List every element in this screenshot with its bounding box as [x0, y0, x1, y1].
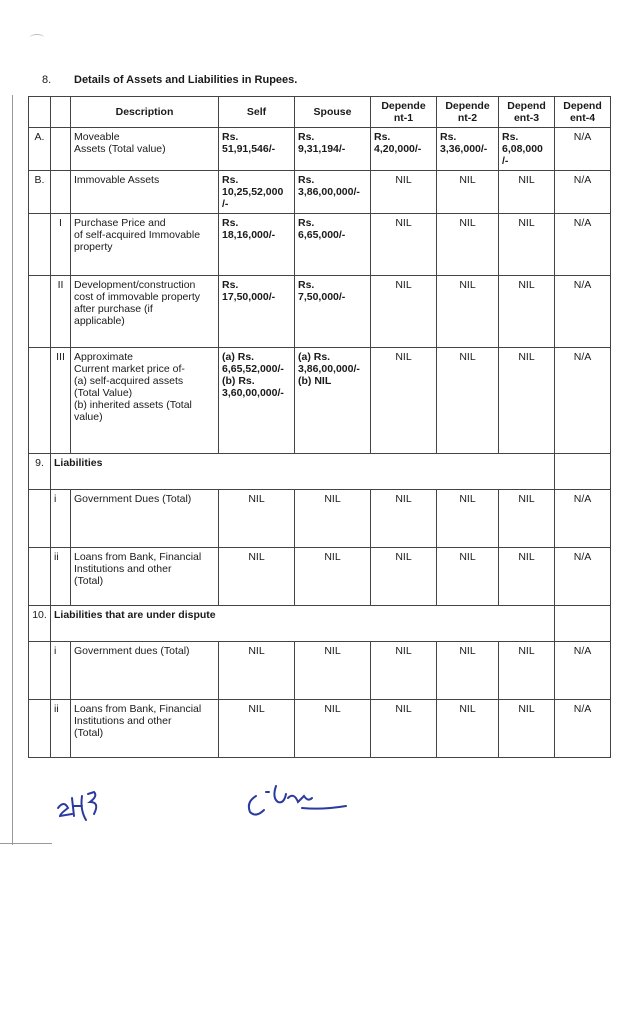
value-spouse: [295, 276, 371, 348]
row-description: [71, 490, 219, 548]
row-description: [71, 348, 219, 454]
row-sub-number: [51, 128, 71, 171]
value-d2: [437, 348, 499, 454]
row-description-line: of self-acquired Immovable: [74, 229, 201, 241]
value-d4-line: N/A: [573, 217, 592, 229]
value-d3: [499, 348, 555, 454]
row-number: [29, 490, 51, 548]
handwritten-date-signature: [52, 782, 124, 830]
section-number: 10.: [29, 606, 51, 642]
value-d1-line: Rs.: [374, 131, 391, 143]
liability-value: N/A: [555, 490, 611, 548]
page-left-edge-line: [12, 95, 13, 845]
liability-value: NIL: [437, 700, 499, 758]
section-number: 8.: [42, 74, 52, 86]
row-description: [71, 214, 219, 276]
section-title: Liabilities that are under dispute: [51, 606, 555, 642]
row-description-line: Government Dues (Total): [74, 493, 192, 505]
row-description-line: Government dues (Total): [74, 645, 190, 657]
liability-row: [29, 490, 611, 548]
value-d3-line: NIL: [518, 217, 535, 229]
value-d3-line: 6,08,000: [502, 143, 543, 155]
value-spouse-line: Rs.: [298, 131, 315, 143]
value-d3: [499, 171, 555, 214]
value-d2-line: Rs.: [440, 131, 457, 143]
row-description-line: value): [74, 411, 103, 423]
row-sub-number: i: [51, 490, 71, 548]
handwritten-signature: [242, 778, 350, 822]
value-self: [219, 276, 295, 348]
row-description-line: Loans from Bank, Financial: [74, 703, 202, 715]
row-description-line: Purchase Price and: [74, 217, 166, 229]
liability-value: NIL: [499, 642, 555, 700]
liability-value: NIL: [295, 490, 371, 548]
liability-value: NIL: [295, 700, 371, 758]
row-description: [71, 171, 219, 214]
row-description-line: Immovable Assets: [74, 174, 160, 186]
asset-row: [29, 128, 611, 171]
liability-value: NIL: [219, 548, 295, 606]
liability-row: [29, 642, 611, 700]
liability-value: NIL: [371, 642, 437, 700]
value-self-line: 17,50,000/-: [222, 291, 276, 303]
value-d1: [371, 348, 437, 454]
value-spouse-line: 9,31,194/-: [298, 143, 346, 155]
value-d3-line: Rs.: [502, 131, 519, 143]
row-description-line: (Total): [74, 727, 104, 739]
row-number: A.: [29, 128, 51, 171]
value-d2: [437, 214, 499, 276]
column-header: Depend ent-4: [555, 97, 611, 128]
value-d1: [371, 276, 437, 348]
section-title: Liabilities: [51, 454, 555, 490]
value-d2-line: NIL: [459, 174, 476, 186]
row-sub-number: I: [51, 214, 71, 276]
liability-value: NIL: [219, 642, 295, 700]
column-header: Depend ent-3: [499, 97, 555, 128]
liability-value: NIL: [499, 490, 555, 548]
value-self-line: 6,65,52,000/-: [222, 363, 284, 375]
section-row: [29, 606, 611, 642]
sub-header: [51, 97, 71, 128]
value-d4-line: N/A: [573, 279, 592, 291]
section-row: [29, 454, 611, 490]
liability-value: NIL: [437, 548, 499, 606]
value-self-line: Rs.: [222, 174, 239, 186]
value-self-line: Rs.: [222, 217, 239, 229]
liability-value: NIL: [371, 548, 437, 606]
row-number: B.: [29, 171, 51, 214]
value-d4: [555, 276, 611, 348]
value-spouse-line: 7,50,000/-: [298, 291, 346, 303]
value-d4-line: N/A: [573, 131, 592, 143]
liability-value: NIL: [371, 700, 437, 758]
value-d4: [555, 348, 611, 454]
value-self-line: Rs.: [222, 131, 239, 143]
value-spouse-line: 6,65,000/-: [298, 229, 346, 241]
row-description-line: Development/construction: [74, 279, 196, 291]
row-sub-number: i: [51, 642, 71, 700]
liability-value: NIL: [219, 700, 295, 758]
value-spouse-line: (b) NIL: [298, 375, 332, 387]
row-description: [71, 128, 219, 171]
section-number: 9.: [29, 454, 51, 490]
row-sub-number: II: [51, 276, 71, 348]
value-d2: [437, 171, 499, 214]
row-description: [71, 548, 219, 606]
value-d1-line: 4,20,000/-: [374, 143, 422, 155]
row-description: [71, 700, 219, 758]
row-description-line: after purchase (if: [74, 303, 153, 315]
value-spouse-line: Rs.: [298, 174, 315, 186]
liability-value: NIL: [295, 642, 371, 700]
value-self: [219, 171, 295, 214]
liability-value: N/A: [555, 642, 611, 700]
row-number: [29, 700, 51, 758]
value-d2: [437, 128, 499, 171]
column-header: Spouse: [295, 97, 371, 128]
row-description-line: Assets (Total value): [74, 143, 166, 155]
value-d3: [499, 214, 555, 276]
row-number: [29, 348, 51, 454]
row-description-line: Institutions and other: [74, 563, 172, 575]
empty-cell: [555, 454, 611, 490]
value-d2: [437, 276, 499, 348]
row-description-line: cost of immovable property: [74, 291, 201, 303]
row-number: [29, 548, 51, 606]
column-header: Depende nt-2: [437, 97, 499, 128]
asset-row: [29, 348, 611, 454]
row-description-line: (a) self-acquired assets: [74, 375, 184, 387]
liability-row: [29, 700, 611, 758]
value-spouse: [295, 171, 371, 214]
row-description-line: applicable): [74, 315, 125, 327]
value-spouse-line: 3,86,00,000/-: [298, 363, 360, 375]
bottom-edge-line: [0, 843, 52, 844]
table-body: [29, 97, 611, 758]
row-description-line: Approximate: [74, 351, 133, 363]
row-description-line: property: [74, 241, 113, 253]
row-description-line: (b) inherited assets (Total: [74, 399, 192, 411]
value-self-line: 51,91,546/-: [222, 143, 276, 155]
value-d4-line: N/A: [573, 174, 592, 186]
row-sub-number: [51, 171, 71, 214]
value-d4: [555, 128, 611, 171]
column-header: Depende nt-1: [371, 97, 437, 128]
liability-value: NIL: [437, 642, 499, 700]
column-header: Self: [219, 97, 295, 128]
row-description-line: Loans from Bank, Financial: [74, 551, 202, 563]
value-d3: [499, 128, 555, 171]
value-spouse: [295, 348, 371, 454]
value-d3-line: NIL: [518, 279, 535, 291]
value-self-line: (b) Rs.: [222, 375, 255, 387]
value-d3-line: /-: [502, 155, 509, 167]
value-d1-line: NIL: [395, 279, 412, 291]
value-d2-line: NIL: [459, 351, 476, 363]
value-self-line: (a) Rs.: [222, 351, 255, 363]
value-spouse: [295, 214, 371, 276]
liability-value: NIL: [437, 490, 499, 548]
liability-value: NIL: [219, 490, 295, 548]
row-sub-number: ii: [51, 548, 71, 606]
value-d2-line: NIL: [459, 217, 476, 229]
header-row: [29, 97, 611, 128]
liability-value: N/A: [555, 700, 611, 758]
value-d4: [555, 171, 611, 214]
value-d3: [499, 276, 555, 348]
column-header: Description: [71, 97, 219, 128]
row-description-line: Moveable: [74, 131, 120, 143]
section-heading: [42, 74, 297, 86]
row-description: [71, 276, 219, 348]
value-spouse: [295, 128, 371, 171]
value-self-line: /-: [222, 198, 229, 210]
row-number: [29, 276, 51, 348]
value-d2-line: NIL: [459, 279, 476, 291]
value-spouse-line: (a) Rs.: [298, 351, 331, 363]
value-d3-line: NIL: [518, 351, 535, 363]
value-spouse-line: 3,86,00,000/-: [298, 186, 360, 198]
value-d1: [371, 171, 437, 214]
value-d1-line: NIL: [395, 217, 412, 229]
value-spouse-line: Rs.: [298, 217, 315, 229]
liability-value: N/A: [555, 548, 611, 606]
row-sub-number: ii: [51, 700, 71, 758]
row-number: [29, 642, 51, 700]
value-d1: [371, 128, 437, 171]
row-description-line: Current market price of-: [74, 363, 185, 375]
value-d1-line: NIL: [395, 174, 412, 186]
value-spouse-line: Rs.: [298, 279, 315, 291]
value-d3-line: NIL: [518, 174, 535, 186]
value-d4-line: N/A: [573, 351, 592, 363]
row-description-line: (Total Value): [74, 387, 133, 399]
liability-value: NIL: [371, 490, 437, 548]
asset-row: [29, 214, 611, 276]
value-self: [219, 214, 295, 276]
scan-mark: [30, 34, 44, 41]
num-header: [29, 97, 51, 128]
row-sub-number: III: [51, 348, 71, 454]
value-self-line: 3,60,00,000/-: [222, 387, 284, 399]
liability-value: NIL: [499, 548, 555, 606]
asset-row: [29, 276, 611, 348]
liability-value: NIL: [295, 548, 371, 606]
section-title: Details of Assets and Liabilities in Rupees.: [74, 74, 298, 86]
value-self-line: Rs.: [222, 279, 239, 291]
value-d4: [555, 214, 611, 276]
value-self-line: 10,25,52,000: [222, 186, 284, 198]
row-number: [29, 214, 51, 276]
liability-value: NIL: [499, 700, 555, 758]
value-d2-line: 3,36,000/-: [440, 143, 488, 155]
row-description-line: Institutions and other: [74, 715, 172, 727]
value-d1: [371, 214, 437, 276]
asset-row: [29, 171, 611, 214]
value-self-line: 18,16,000/-: [222, 229, 276, 241]
row-description-line: (Total): [74, 575, 104, 587]
value-self: [219, 128, 295, 171]
value-self: [219, 348, 295, 454]
row-description: [71, 642, 219, 700]
assets-liabilities-table: [28, 96, 611, 758]
empty-cell: [555, 606, 611, 642]
value-d1-line: NIL: [395, 351, 412, 363]
liability-row: [29, 548, 611, 606]
